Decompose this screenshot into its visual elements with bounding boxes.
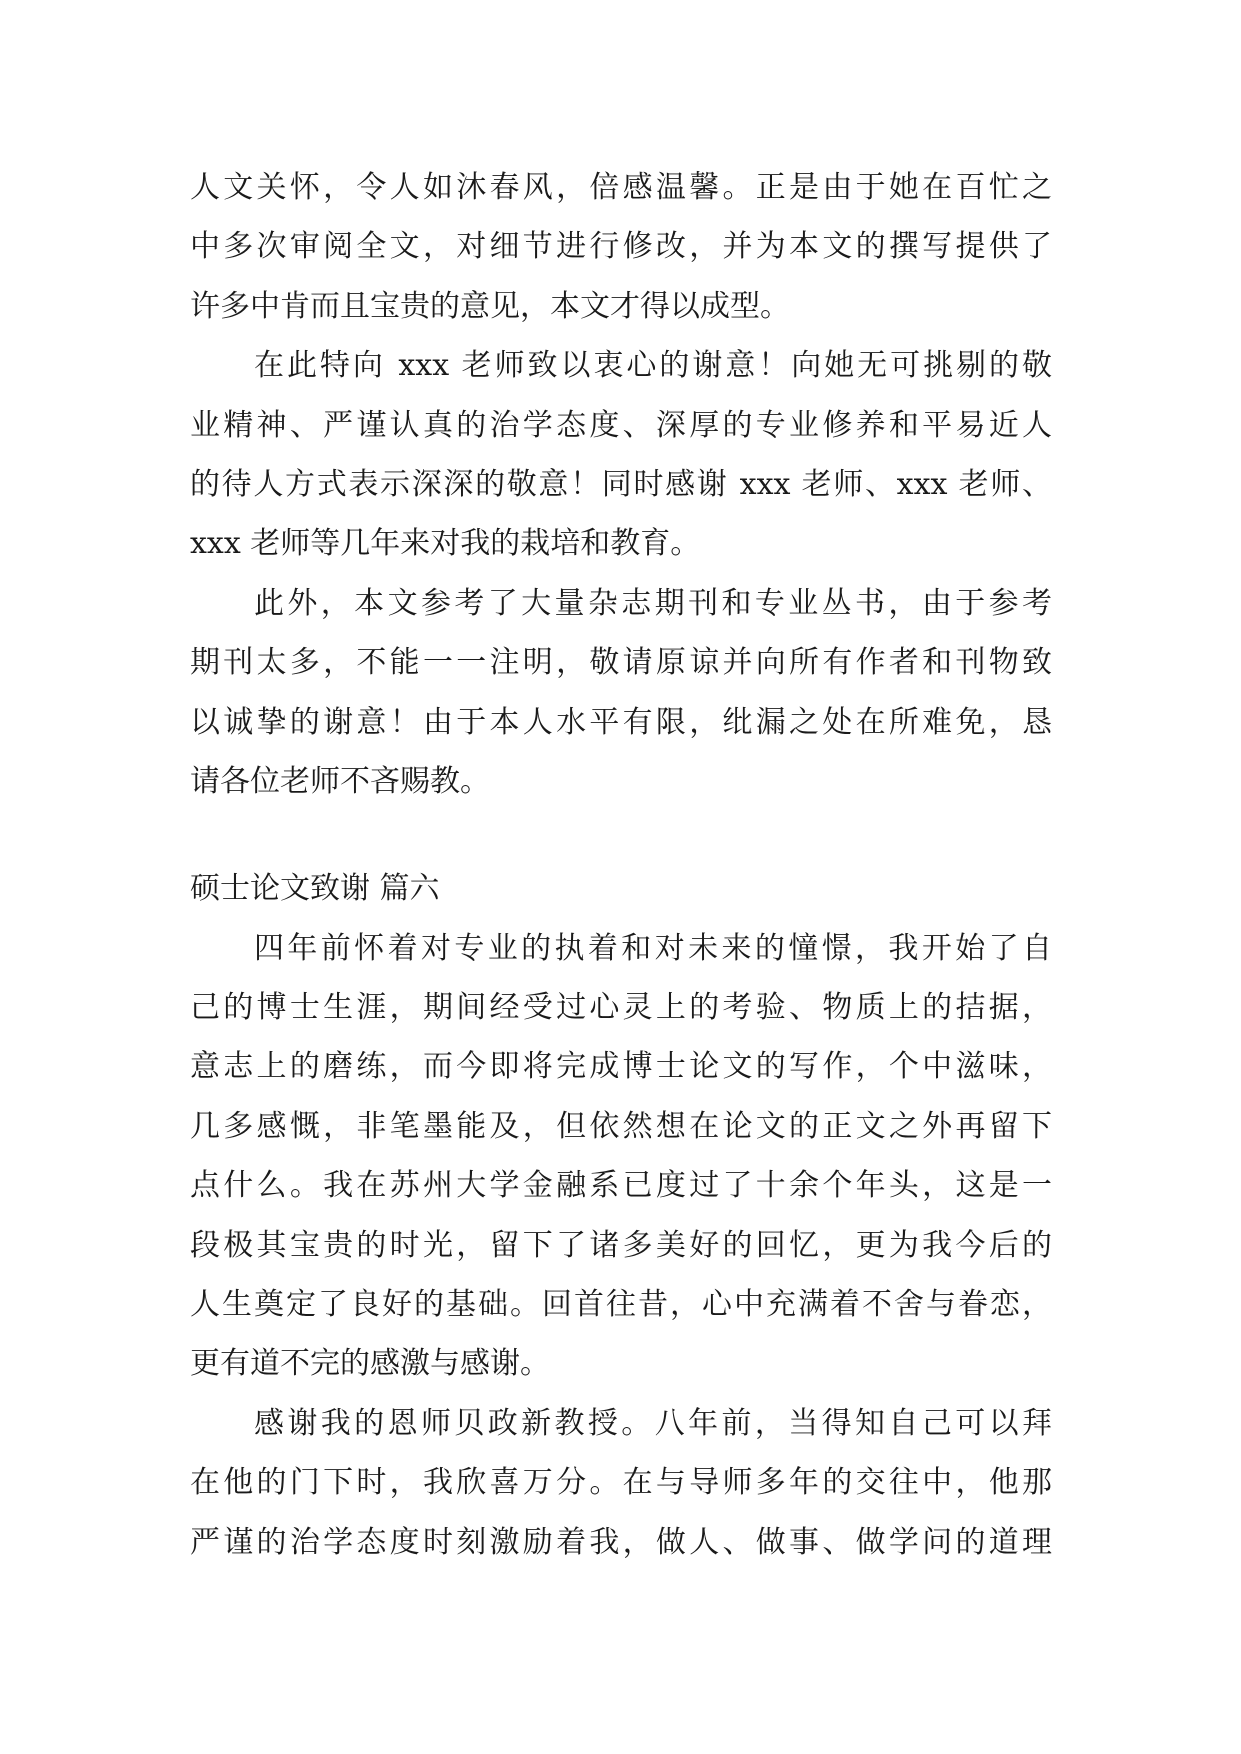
paragraph-line: 此外，本文参考了大量杂志期刊和专业丛书，由于参考 <box>254 585 1052 621</box>
paragraph-line: 感谢我的恩师贝政新教授。八年前，当得知自己可以拜 <box>254 1405 1052 1441</box>
paragraph-line: 人文关怀，令人如沐春风，倍感温馨。正是由于她在百忙之 <box>190 170 1052 205</box>
paragraph-line: 意志上的磨练，而今即将完成博士论文的写作，个中滋味， <box>190 1049 1052 1085</box>
paragraph-line: 点什么。我在苏州大学金融系已度过了十余个年头，这是一 <box>190 1168 1052 1204</box>
paragraph <box>190 574 1052 812</box>
paragraph-line: 己的博士生涯，期间经受过心灵上的考验、物质上的拮据， <box>190 990 1052 1026</box>
paragraph-line: 的待人方式表示深深的敬意！同时感谢 xxx 老师、xxx 老师、 <box>190 466 1052 502</box>
section-heading: 硕士论文致谢 篇六 <box>190 871 440 907</box>
paragraph-line: 中多次审阅全文，对细节进行修改，并为本文的撰写提供了 <box>190 229 1052 265</box>
paragraph-line: 段极其宝贵的时光，留下了诸多美好的回忆，更为我今后的 <box>190 1227 1052 1263</box>
paragraph <box>190 158 1052 336</box>
paragraph-line: 期刊太多，不能一一注明，敬请原谅并向所有作者和刊物致 <box>190 645 1052 681</box>
document-body <box>190 158 1052 1572</box>
paragraph-line: xxx 老师等几年来对我的栽培和教育。 <box>190 526 701 562</box>
paragraph-line: 以诚挚的谢意！由于本人水平有限，纰漏之处在所难免，恳 <box>190 704 1052 740</box>
paragraph-line: 四年前怀着对专业的执着和对未来的憧憬，我开始了自 <box>254 930 1052 966</box>
paragraph-line: 更有道不完的感激与感谢。 <box>190 1346 550 1382</box>
paragraph-line: 业精神、严谨认真的治学态度、深厚的专业修养和平易近人 <box>190 407 1052 443</box>
paragraph-line: 在此特向 xxx 老师致以衷心的谢意！向她无可挑剔的敬 <box>254 348 1052 384</box>
paragraph-line: 在他的门下时，我欣喜万分。在与导师多年的交往中，他那 <box>190 1465 1052 1501</box>
paragraph-line: 许多中肯而且宝贵的意见，本文才得以成型。 <box>190 288 790 324</box>
paragraph-line: 严谨的治学态度时刻激励着我，做人、做事、做学问的道理 <box>190 1524 1052 1560</box>
section-spacer <box>190 811 1052 859</box>
paragraph-line: 人生奠定了良好的基础。回首往昔，心中充满着不舍与眷恋， <box>190 1287 1052 1323</box>
paragraph-line: 请各位老师不吝赐教。 <box>190 763 490 799</box>
paragraph <box>190 336 1052 574</box>
paragraph <box>190 1394 1052 1572</box>
paragraph <box>190 919 1052 1394</box>
paragraph-line: 几多感慨，非笔墨能及，但依然想在论文的正文之外再留下 <box>190 1108 1052 1144</box>
